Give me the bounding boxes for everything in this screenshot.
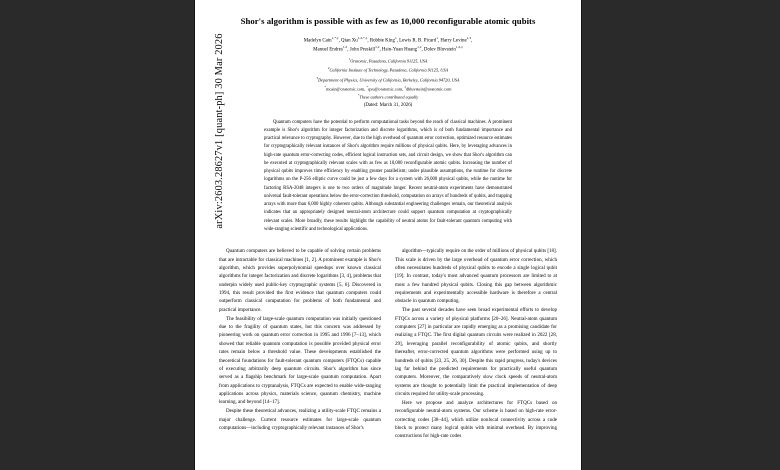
paragraph: algorithm—typically require on the order of millions of physical qubits [18]. This scale is driven by the large overhead of quantum error correction, which often necessitates hundreds of physical qubits to encode a single logical qubit [19]. In contrast, today's most advanced quantum processors are limited to at most a few hundred physical qubits. Closing this gap between algorithmic requirements and experimentally accessible hardware is therefore a central obstacle in quantum computing. [395,248,557,305]
paragraph: The past several decades have seen broad experimental efforts to develop FTQCs across a variety of physical platforms [20–26]. Neutral-atom quantum computers [27] in particular are rapidly emerging as a promising candidate for realizing a FTQC. The first digital quantum circuits were realized in 2022 [28, 29], leveraging parallel reconfigurability of atomic qubits, and shortly thereafter, error-corrected quantum algorithms were performed using up to hundreds of qubits [23, 25, 26, 30]. Despite this rapid progress, today's devices lag far behind the predicted requirements for practically useful quantum computers. Moreover, the comparatively slow clock speeds of neutral-atom systems are thought to potentially limit the practical implementation of deep circuits required for utility-scale processing. [395,307,557,398]
author-list [219,36,557,55]
arxiv-identifier-stamp: arXiv:2603.28627v1 [quant-ph] 30 Mar 2026 [213,33,225,229]
paper-title: Shor's algorithm is possible with as few as 10,000 reconfigurable atomic qubits [240,16,536,26]
document-page [195,0,581,470]
author-line-1: Madelyn Cain$^{1,*,\ddagger}$, Qian $Xu^{1,2,*,\ddagger}$, Robbie King$^1$, Lewis R. B. Picard$^1$, Harry Levine$^{1,3}$, [303,35,473,44]
paragraph: Despite these theoretical advances, realizing a utility-scale FTQC remains a major challenge. Current resource estimates for large-scale quantum computations—including cryptographically relevant instances of Shor's [219,408,381,432]
affiliation-3: $^3$Department of Physics, University of California, Berkeley, California 94720, USA [316,76,460,83]
equal-contribution-note: *These authors contributed equally [357,93,419,100]
paragraph: Quantum computers are believed to be capable of solving certain problems that are intractable for classical machines [1, 2]. A prominent example is Shor's algorithm, which provides superpolynomial speedups over known classical algorithms for integer factorization and discrete logarithms [3, 4], problems that underpin widely used public-key cryptographic systems [5, 6]. Discovered in 1994, this result provided the first evidence that quantum computers could outperform classical computation for problems of both fundamental and practical importance. [219,248,381,313]
abstract-block [264,119,512,235]
right-column [395,247,557,441]
affiliation-2: $^2$California Institute of Technology, Pasadena, California 91125, USA [327,66,449,73]
left-column [219,247,381,441]
author-line-2: Manuel Endres$^{1,2}$, John Preskill$^{1,2}$, Hsin-Yuan Huang$^{1,2}$, Dolev Bluvstein$^{1,2,\ddagger}$ [313,45,463,54]
page-content [219,0,557,470]
contact-emails[interactable]: *mcain@oratomic.com, *qxu@oratomic.com, ‡dbluvstein@oratomic.com [324,84,452,92]
dated-line: (Dated: March 31, 2026) [363,102,413,108]
abstract-text: Quantum computers have the potential to perform computational tasks beyond the reach of classical machines. A prominent example is Shor's algorithm for integer factorization and discrete logarithms, which is of both fundamental importance and practical relevance to cryptography. However, due to the high overhead of quantum error correction, optimized resource estimates for cryptographically relevant instances of Shor's algorithm require millions of physical qubits. Here, by leveraging advances in high-rate quantum error-correcting codes, efficient logical instruction sets, and circuit design, we show that Shor's algorithm can be executed at cryptographically relevant scales with as few as 10,000 reconfigurable atomic qubits. Increasing the number of physical qubits improves time efficiency by enabling greater parallelism; under plausible assumptions, the runtime for discrete logarithms on the P-256 elliptic curve could be just a few days for a system with 26,000 physical qubits, while the runtime for factoring RSA-2048 integers is one to two orders of magnitude longer. Recent neutral-atom experiments have demonstrated universal fault-tolerant operations below the error-correction threshold, computation on arrays of hundreds of qubits, and trapping arrays with more than 6,000 highly coherent qubits. Although substantial engineering challenges remain, our theoretical analysis indicates that an appropriately designed neutral-atom architecture could support quantum computation at cryptographically relevant scales. More broadly, these results highlight the capability of neutral atoms for fault-tolerant quantum computing with wide-ranging scientific and technological applications. [264,119,512,232]
body-columns [219,247,557,441]
paragraph: Here we propose and analyze architectures for FTQCs based on reconfigurable neutral-atom systems. Our scheme is based on high-rate error-correcting codes [38–44], which utilize nonlocal connectivity across a code block to protect many logical qubits with minimal overhead. By improving constructions for high-rate codes [395,399,557,440]
paragraph: The feasibility of large-scale quantum computation was initially questioned due to the fragility of quantum states, but this concern was addressed by pioneering work on quantum error correction in 1995 and 1996 [7–13], which showed that reliable quantum computation is possible provided physical error rates remain below a threshold value. These developments established the theoretical foundations for fault-tolerant quantum computers (FTQCs) capable of executing arbitrarily deep quantum circuits. Shor's algorithm has since served as a flagship benchmark for large-scale quantum computation. Apart from applications to cryptanalysis, FTQCs are expected to enable wide-ranging applications across physics, materials science, quantum chemistry, machine learning, and beyond [14–17]. [219,315,381,406]
affiliation-1: $^1$Oratomic, Pasadena, California 91125, USA [348,56,428,63]
